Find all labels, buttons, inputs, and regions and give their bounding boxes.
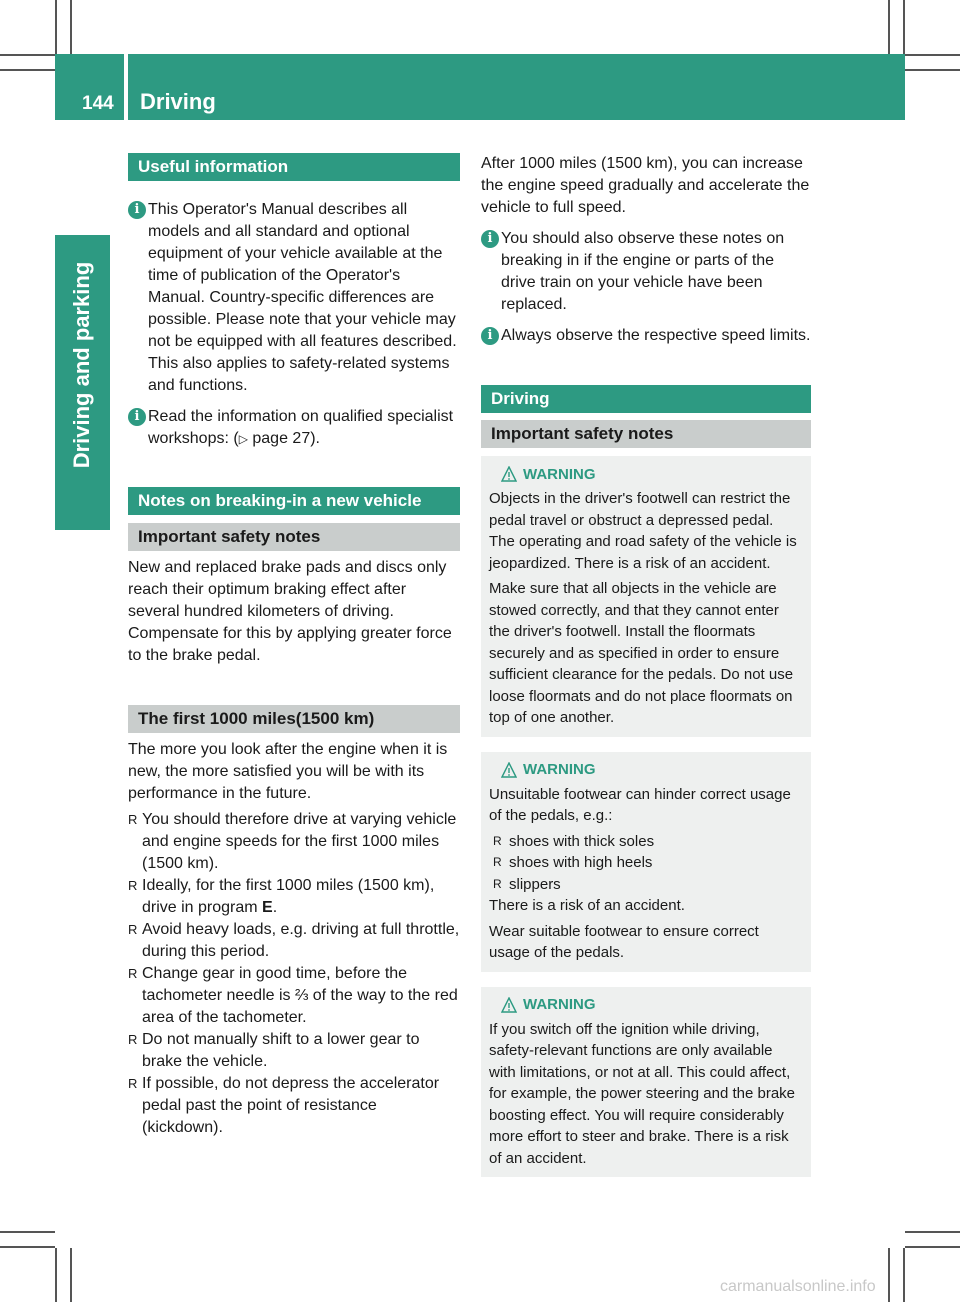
info-note-text: This Operator's Manual describes all models and all standard and optional equipment of your vehicle available at the time of publication of the Operator's Manual. Country-specific differences are possible. Please note that your vehicle may not be equipped with all features described. This also applies to safety-related systems and functions. — [148, 201, 457, 394]
program-letter: E — [262, 899, 273, 916]
info-note — [481, 325, 811, 347]
info-note — [128, 199, 460, 397]
info-note-text-part: Read the information on qualified specialist workshops: ( — [148, 408, 454, 447]
list-item-text-part: Ideally, for the first 1000 miles (1500 km), drive in program — [142, 877, 435, 916]
warning-box — [481, 752, 811, 972]
crop-mark — [0, 1246, 55, 1248]
list-item — [489, 874, 803, 896]
bullet-marker: R — [128, 1032, 138, 1047]
bullet-marker: R — [128, 812, 138, 827]
useful-info-heading: Useful information — [128, 153, 460, 181]
list-item — [128, 1029, 460, 1073]
list-item — [489, 831, 803, 853]
list-item-text — [142, 875, 460, 919]
warning-text: If you switch off the ignition while driving, safety-relevant functions are only available with limitations, or not at all. This could affect, for example, the power steering and the brake boosting effect. You will require considerably more effort to steer and brake. There is a risk of an accident. — [489, 1020, 796, 1167]
list-item — [128, 809, 460, 875]
info-icon: i — [481, 230, 499, 248]
info-icon: i — [481, 327, 499, 345]
side-tab-label: Driving and parking — [69, 261, 94, 469]
breaking-in-text: New and replaced brake pads and discs only reach their optimum braking effect after several hundred kilometers of driving. Compensate for this by applying greater force to the brake pedal. — [128, 559, 452, 664]
first-miles-heading: The first 1000 miles(1500 km) — [128, 705, 460, 733]
bullet-marker: R — [493, 833, 502, 848]
warning-title — [501, 760, 803, 780]
warning-box — [481, 456, 811, 737]
info-icon: i — [128, 408, 146, 426]
list-item-text: If possible, do not depress the accelerator pedal past the point of resistance (kickdown). — [142, 1075, 440, 1136]
page-number: 144 — [82, 93, 114, 114]
after-break-in-text: After 1000 miles (1500 km), you can increase the engine speed gradually and accelerate the vehicle to full speed. — [481, 155, 810, 216]
list-item-text-part: . — [272, 899, 278, 916]
crop-mark — [55, 0, 57, 54]
crop-mark — [70, 0, 72, 54]
bullet-marker: R — [128, 1076, 138, 1091]
list-item — [128, 1073, 460, 1139]
crop-mark — [55, 1248, 57, 1302]
bullet-marker: R — [493, 876, 502, 891]
crop-mark — [903, 0, 905, 54]
crop-mark — [905, 1246, 960, 1248]
bullet-marker: R — [128, 878, 138, 893]
list-item — [128, 963, 460, 1029]
header-divider — [124, 54, 128, 120]
list-item-text: Avoid heavy loads, e.g. driving at full throttle, during this period. — [142, 921, 460, 960]
crop-mark — [903, 1248, 905, 1302]
list-item-text: shoes with high heels — [509, 854, 653, 871]
warning-label: WARNING — [523, 761, 596, 778]
warning-triangle-icon — [501, 762, 517, 778]
breaking-in-subheading: Important safety notes — [128, 523, 460, 551]
first-miles-intro: The more you look after the engine when it is new, the more satisfied you will be with its performance in the future. — [128, 741, 448, 802]
page-ref-arrow-icon: ▷ — [238, 432, 248, 446]
warning-label: WARNING — [523, 465, 596, 483]
list-item-text: shoes with thick soles — [509, 832, 655, 850]
info-icon: i — [128, 201, 146, 219]
page-reference[interactable]: page 27). — [247, 430, 320, 447]
bullet-marker: R — [128, 922, 138, 937]
info-note-text — [148, 406, 460, 450]
chapter-title: Driving — [140, 89, 216, 114]
driving-heading: Driving — [481, 385, 811, 413]
crop-mark — [888, 1248, 890, 1302]
safety-notes-heading: Important safety notes — [481, 420, 811, 448]
warning-label: WARNING — [523, 996, 596, 1013]
breaking-in-heading: Notes on breaking-in a new vehicle — [128, 487, 460, 515]
list-item-text: You should therefore drive at varying vehicle and engine speeds for the first 1000 miles (1500 km). — [142, 811, 457, 872]
list-item-text: Change gear in good time, before the tachometer needle is ⅔ of the way to the red area of the tachometer. — [142, 965, 458, 1026]
warning-triangle-icon — [501, 466, 517, 482]
list-item — [128, 919, 460, 963]
list-item-text: slippers — [509, 875, 561, 893]
bullet-marker: R — [128, 966, 138, 981]
right-column — [481, 153, 811, 1177]
list-item-text: Do not manually shift to a lower gear to brake the vehicle. — [142, 1031, 420, 1070]
crop-mark — [905, 54, 960, 56]
info-note-text: You should also observe these notes on breaking in if the engine or parts of the drive train on your vehicle have been replaced. — [501, 230, 785, 313]
warning-text: Make sure that all objects in the vehicle are stowed correctly, and that they cannot enter the driver's footwell. Install the floormats securely and as specified in order to ensure sufficient clearance for the pedals. Do not use loose floormats and do not place floormats on top of one another. — [489, 580, 794, 726]
crop-mark — [0, 69, 55, 71]
warning-box — [481, 987, 811, 1178]
info-note-text: Always observe the respective speed limits. — [501, 327, 811, 344]
list-item — [128, 875, 460, 919]
warning-triangle-icon — [501, 997, 517, 1013]
warning-text: There is a risk of an accident. — [489, 897, 685, 914]
crop-mark — [70, 1248, 72, 1302]
info-note — [128, 406, 460, 450]
crop-mark — [905, 1231, 960, 1233]
crop-mark — [888, 0, 890, 54]
list-item — [489, 852, 803, 874]
crop-mark — [0, 54, 55, 56]
left-column — [128, 153, 460, 1139]
crop-mark — [905, 69, 960, 71]
warning-text: Objects in the driver's footwell can restrict the pedal travel or obstruct a depressed pedal. The operating and road safety of the vehicle is jeopardized. There is a risk of an accident. — [489, 490, 797, 572]
warning-title — [501, 995, 803, 1015]
info-note — [481, 228, 811, 316]
warning-title — [501, 464, 803, 484]
warning-text: Wear suitable footwear to ensure correct usage of the pedals. — [489, 922, 759, 961]
warning-text: Unsuitable footwear can hinder correct usage of the pedals, e.g.: — [489, 785, 791, 824]
watermark: carmanualsonline.info — [720, 1278, 876, 1295]
crop-mark — [0, 1231, 55, 1233]
bullet-marker: R — [493, 855, 502, 869]
